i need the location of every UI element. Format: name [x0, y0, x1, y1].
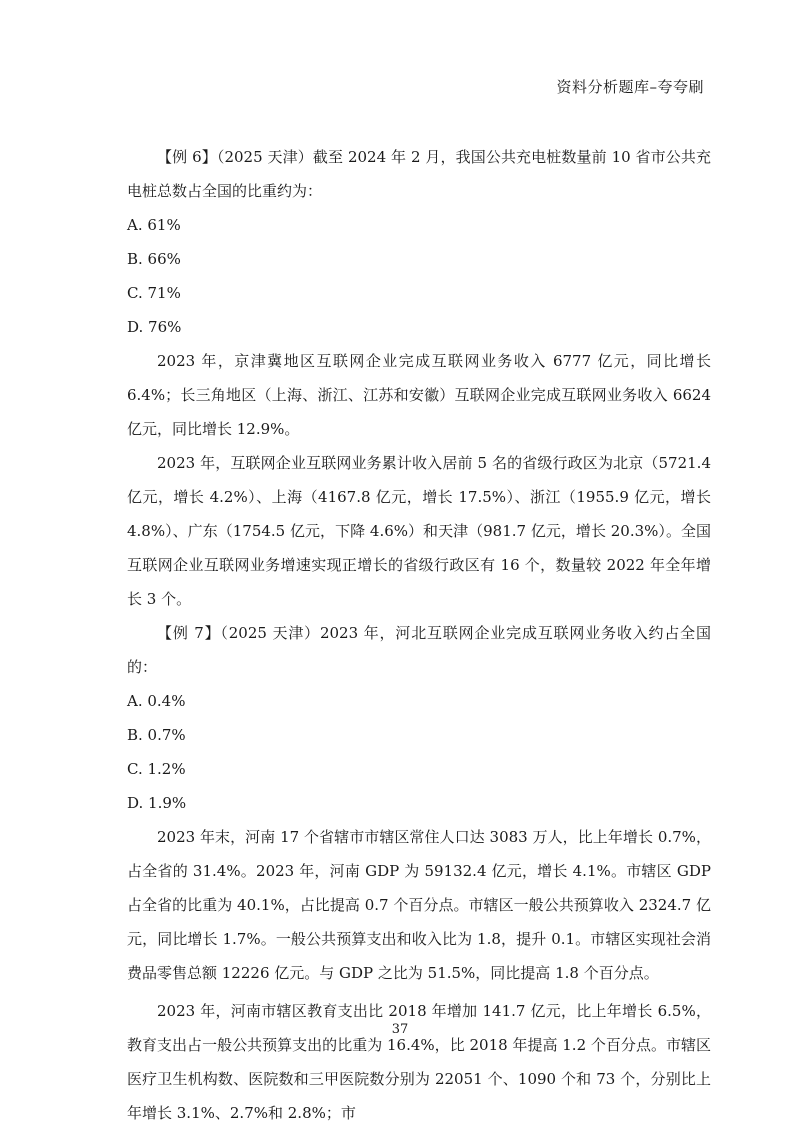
question-6-stem: 【例 6】（2025 天津）截至 2024 年 2 月，我国公共充电桩数量前 10 省市公共充电桩总数占全国的比重约为：: [127, 148, 711, 200]
question-6-option-a: A. 61%: [127, 216, 181, 234]
question-7-option-b: B. 0.7%: [127, 726, 186, 744]
page-body: [127, 140, 711, 1130]
question-6-option-b: B. 66%: [127, 250, 181, 268]
question-6-option-d: D. 76%: [127, 318, 182, 336]
question-6-option-c: C. 71%: [127, 284, 181, 302]
question-7-option-c: C. 1.2%: [127, 760, 186, 778]
material-1-paragraph-2: 2023 年，互联网企业互联网业务累计收入居前 5 名的省级行政区为北京（5721.4 亿元，增长 4.2%）、上海（4167.8 亿元，增长 17.5%）、浙江（1955.9 亿元，增长 4.8%）、广东（1754.5 亿元，下降 4.6%）和天津（981.7 亿元，增长 20.3%）。全国互联网企业互联网业务增速实现正增长的省级行政区有 16 个，数量较 2022 年全年增长 3 个。: [127, 454, 711, 608]
page-number: 37: [391, 1022, 409, 1037]
material-1-paragraph-1: 2023 年，京津冀地区互联网企业完成互联网业务收入 6777 亿元，同比增长 6.4%；长三角地区（上海、浙江、江苏和安徽）互联网企业完成互联网业务收入 6624 亿元，同比增长 12.9%。: [127, 352, 711, 438]
material-2-paragraph-1: 2023 年末，河南 17 个省辖市市辖区常住人口达 3083 万人，比上年增长 0.7%，占全省的 31.4%。2023 年，河南 GDP 为 59132.4 亿元，增长 4.1%。市辖区 GDP 占全省的比重为 40.1%，占比提高 0.7 个百分点。市辖区一般公共预算收入 2324.7 亿元，同比增长 1.7%。一般公共预算支出和收入比为 1.8，提升 0.1。市辖区实现社会消费品零售总额 12226 亿元。与 GDP 之比为 51.5%，同比提高 1.8 个百分点。: [127, 828, 711, 982]
question-7-stem: 【例 7】（2025 天津）2023 年，河北互联网企业完成互联网业务收入约占全国的：: [127, 624, 711, 676]
question-7-option-a: A. 0.4%: [127, 692, 186, 710]
question-7-option-d: D. 1.9%: [127, 794, 187, 812]
material-2-paragraph-2: 2023 年，河南市辖区教育支出比 2018 年增加 141.7 亿元，比上年增长 6.5%，教育支出占一般公共预算支出的比重为 16.4%，比 2018 年提高 1.2 个百分点。市辖区医疗卫生机构数、医院数和三甲医院数分别为 22051 个、1090 个和 73 个，分别比上年增长 3.1%、2.7%和 2.8%；市: [127, 1002, 711, 1122]
running-header: 资料分析题库–夸夸刷: [556, 78, 704, 96]
